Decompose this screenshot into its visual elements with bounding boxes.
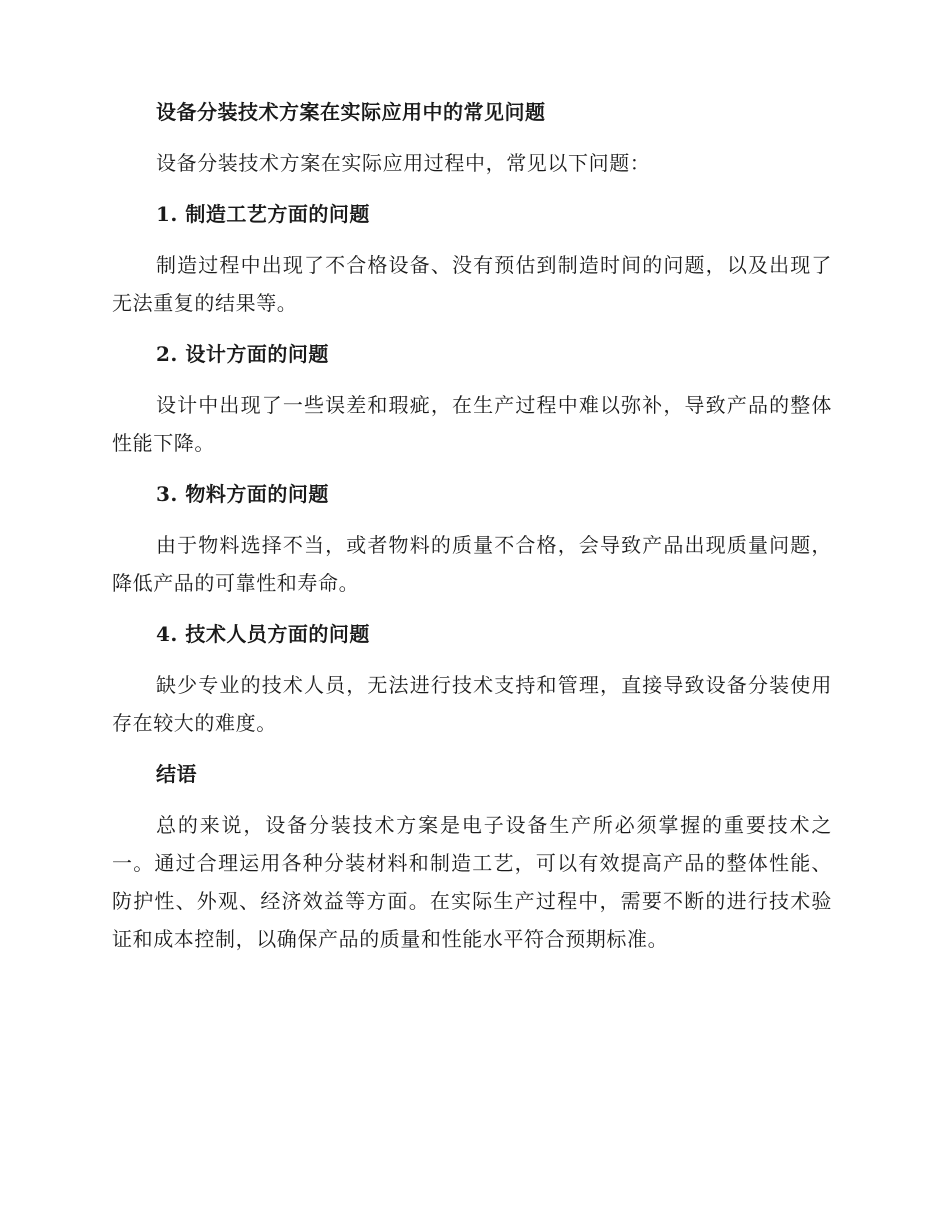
section-body-conclusion: 总的来说，设备分装技术方案是电子设备生产所必须掌握的重要技术之一。通过合理运用各种分装材料和制造工艺，可以有效提高产品的整体性能、防护性、外观、经济效益等方面。在实际生产过程中，需要不断的进行技术验证和成本控制，以确保产品的质量和性能水平符合预期标准。 (112, 813, 832, 951)
section-body-design: 设计中出现了一些误差和瑕疵，在生产过程中难以弥补，导致产品的整体性能下降。 (112, 393, 832, 455)
section-heading-manufacturing: 1. 制造工艺方面的问题 (156, 202, 370, 226)
section-body-materials: 由于物料选择不当，或者物料的质量不合格，会导致产品出现质量问题，降低产品的可靠性和寿命。 (112, 533, 832, 595)
section-heading-materials: 3. 物料方面的问题 (156, 482, 329, 506)
section-heading-personnel: 4. 技术人员方面的问题 (156, 622, 370, 646)
document-page (112, 96, 832, 958)
section-body-personnel: 缺少专业的技术人员，无法进行技术支持和管理，直接导致设备分装使用存在较大的难度。 (112, 673, 832, 735)
intro-paragraph: 设备分装技术方案在实际应用过程中，常见以下问题： (156, 151, 651, 175)
section-heading-design: 2. 设计方面的问题 (156, 342, 329, 366)
document-title: 设备分装技术方案在实际应用中的常见问题 (156, 100, 546, 124)
section-body-manufacturing: 制造过程中出现了不合格设备、没有预估到制造时间的问题，以及出现了无法重复的结果等。 (112, 253, 832, 315)
section-heading-conclusion: 结语 (156, 762, 197, 786)
